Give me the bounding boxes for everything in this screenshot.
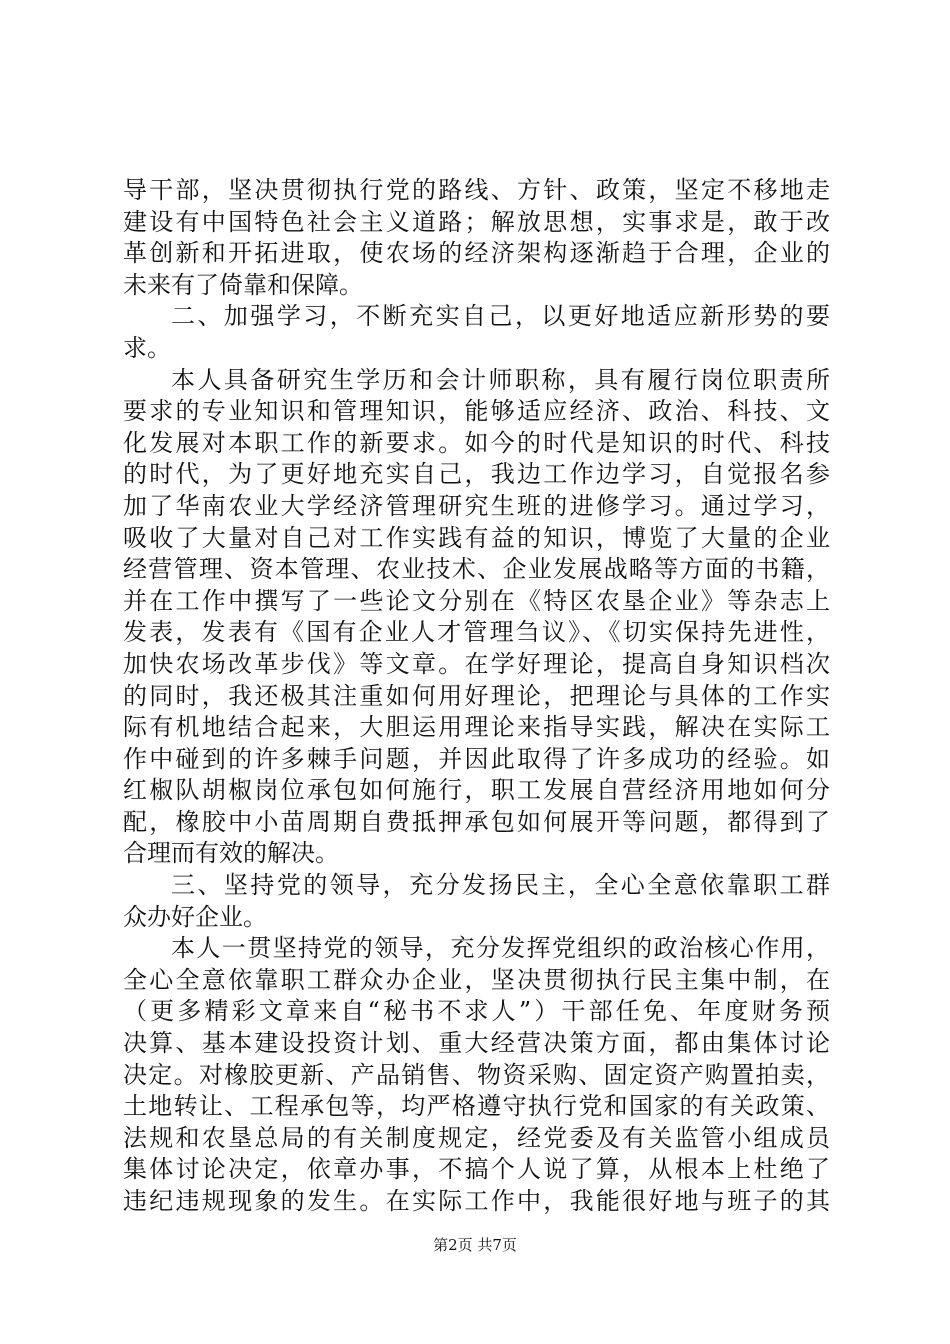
text-line: 求。 <box>123 333 171 362</box>
text-line: 的同时，我还极其注重如何用好理论，把理论与具体的工作实 <box>123 681 830 710</box>
text-line: 导干部，坚决贯彻执行党的路线、方针、政策，坚定不移地走 <box>123 176 830 204</box>
text-line: 的时代，为了更好地充实自己，我边工作边学习，自觉报名参 <box>123 460 830 489</box>
text-line: 建设有中国特色社会主义道路；解放思想，实事求是，敢于改 <box>123 207 830 236</box>
text-line: 法规和农垦总局的有关制度规定，经党委及有关监管小组成员 <box>123 1123 830 1152</box>
page-footer: 第2页 共7页 <box>433 1236 517 1254</box>
text-line: 土地转让、工程承包等，均严格遵守执行党和国家的有关政策、 <box>123 1092 830 1121</box>
text-line: 违纪违规现象的发生。在实际工作中，我能很好地与班子的其 <box>123 1187 830 1215</box>
text-line: 本人具备研究生学历和会计师职称，具有履行岗位职责所 <box>171 365 830 394</box>
text-line: 合理而有效的解决。 <box>123 839 339 868</box>
text-line: 并在工作中撰写了一些论文分别在《特区农垦企业》等杂志上 <box>123 586 830 615</box>
text-line: 经营管理、资本管理、农业技术、企业发展战略等方面的书籍， <box>123 555 830 584</box>
text-line: 未来有了倚靠和保障。 <box>123 270 363 299</box>
text-line: 决定。对橡胶更新、产品销售、物资采购、固定资产购置拍卖， <box>123 1060 830 1089</box>
text-line: 决算、基本建设投资计划、重大经营决策方面，都由集体讨论 <box>123 1029 830 1058</box>
text-line: 加快农场改革步伐》等文章。在学好理论，提高自身知识档次 <box>123 649 830 678</box>
text-line: 化发展对本职工作的新要求。如今的时代是知识的时代、科技 <box>123 428 830 457</box>
text-line: 三、坚持党的领导，充分发扬民主，全心全意依靠职工群 <box>171 871 830 900</box>
text-line: 红椒队胡椒岗位承包如何施行，职工发展自营经济用地如何分 <box>123 776 830 805</box>
text-line: 配，橡胶中小苗周期自费抵押承包如何展开等问题，都得到了 <box>123 807 830 836</box>
text-line: 全心全意依靠职工群众办企业，坚决贯彻执行民主集中制，在 <box>123 965 830 994</box>
document-body <box>123 175 830 1218</box>
text-line: 要求的专业知识和管理知识，能够适应经济、政治、科技、文 <box>123 397 830 426</box>
text-line: 本人一贯坚持党的领导，充分发挥党组织的政治核心作用， <box>171 934 830 963</box>
text-line: 二、加强学习，不断充实自己，以更好地适应新形势的要 <box>171 302 830 331</box>
text-line: 加了华南农业大学经济管理研究生班的进修学习。通过学习， <box>123 491 830 520</box>
text-line: 际有机地结合起来，大胆运用理论来指导实践，解决在实际工 <box>123 713 830 742</box>
text-line: （更多精彩文章来自“秘书不求人”）干部任免、年度财务预 <box>123 997 830 1026</box>
text-line: 发表，发表有《国有企业人才管理刍议》、《切实保持先进性， <box>123 618 830 647</box>
text-line: 革创新和开拓进取，使农场的经济架构逐渐趋于合理，企业的 <box>123 239 830 268</box>
text-line: 众办好企业。 <box>123 902 267 931</box>
text-line: 吸收了大量对自己对工作实践有益的知识，博览了大量的企业 <box>123 523 830 552</box>
text-line: 集体讨论决定，依章办事，不搞个人说了算，从根本上杜绝了 <box>123 1155 830 1184</box>
text-line: 作中碰到的许多棘手问题，并因此取得了许多成功的经验。如 <box>123 744 830 773</box>
